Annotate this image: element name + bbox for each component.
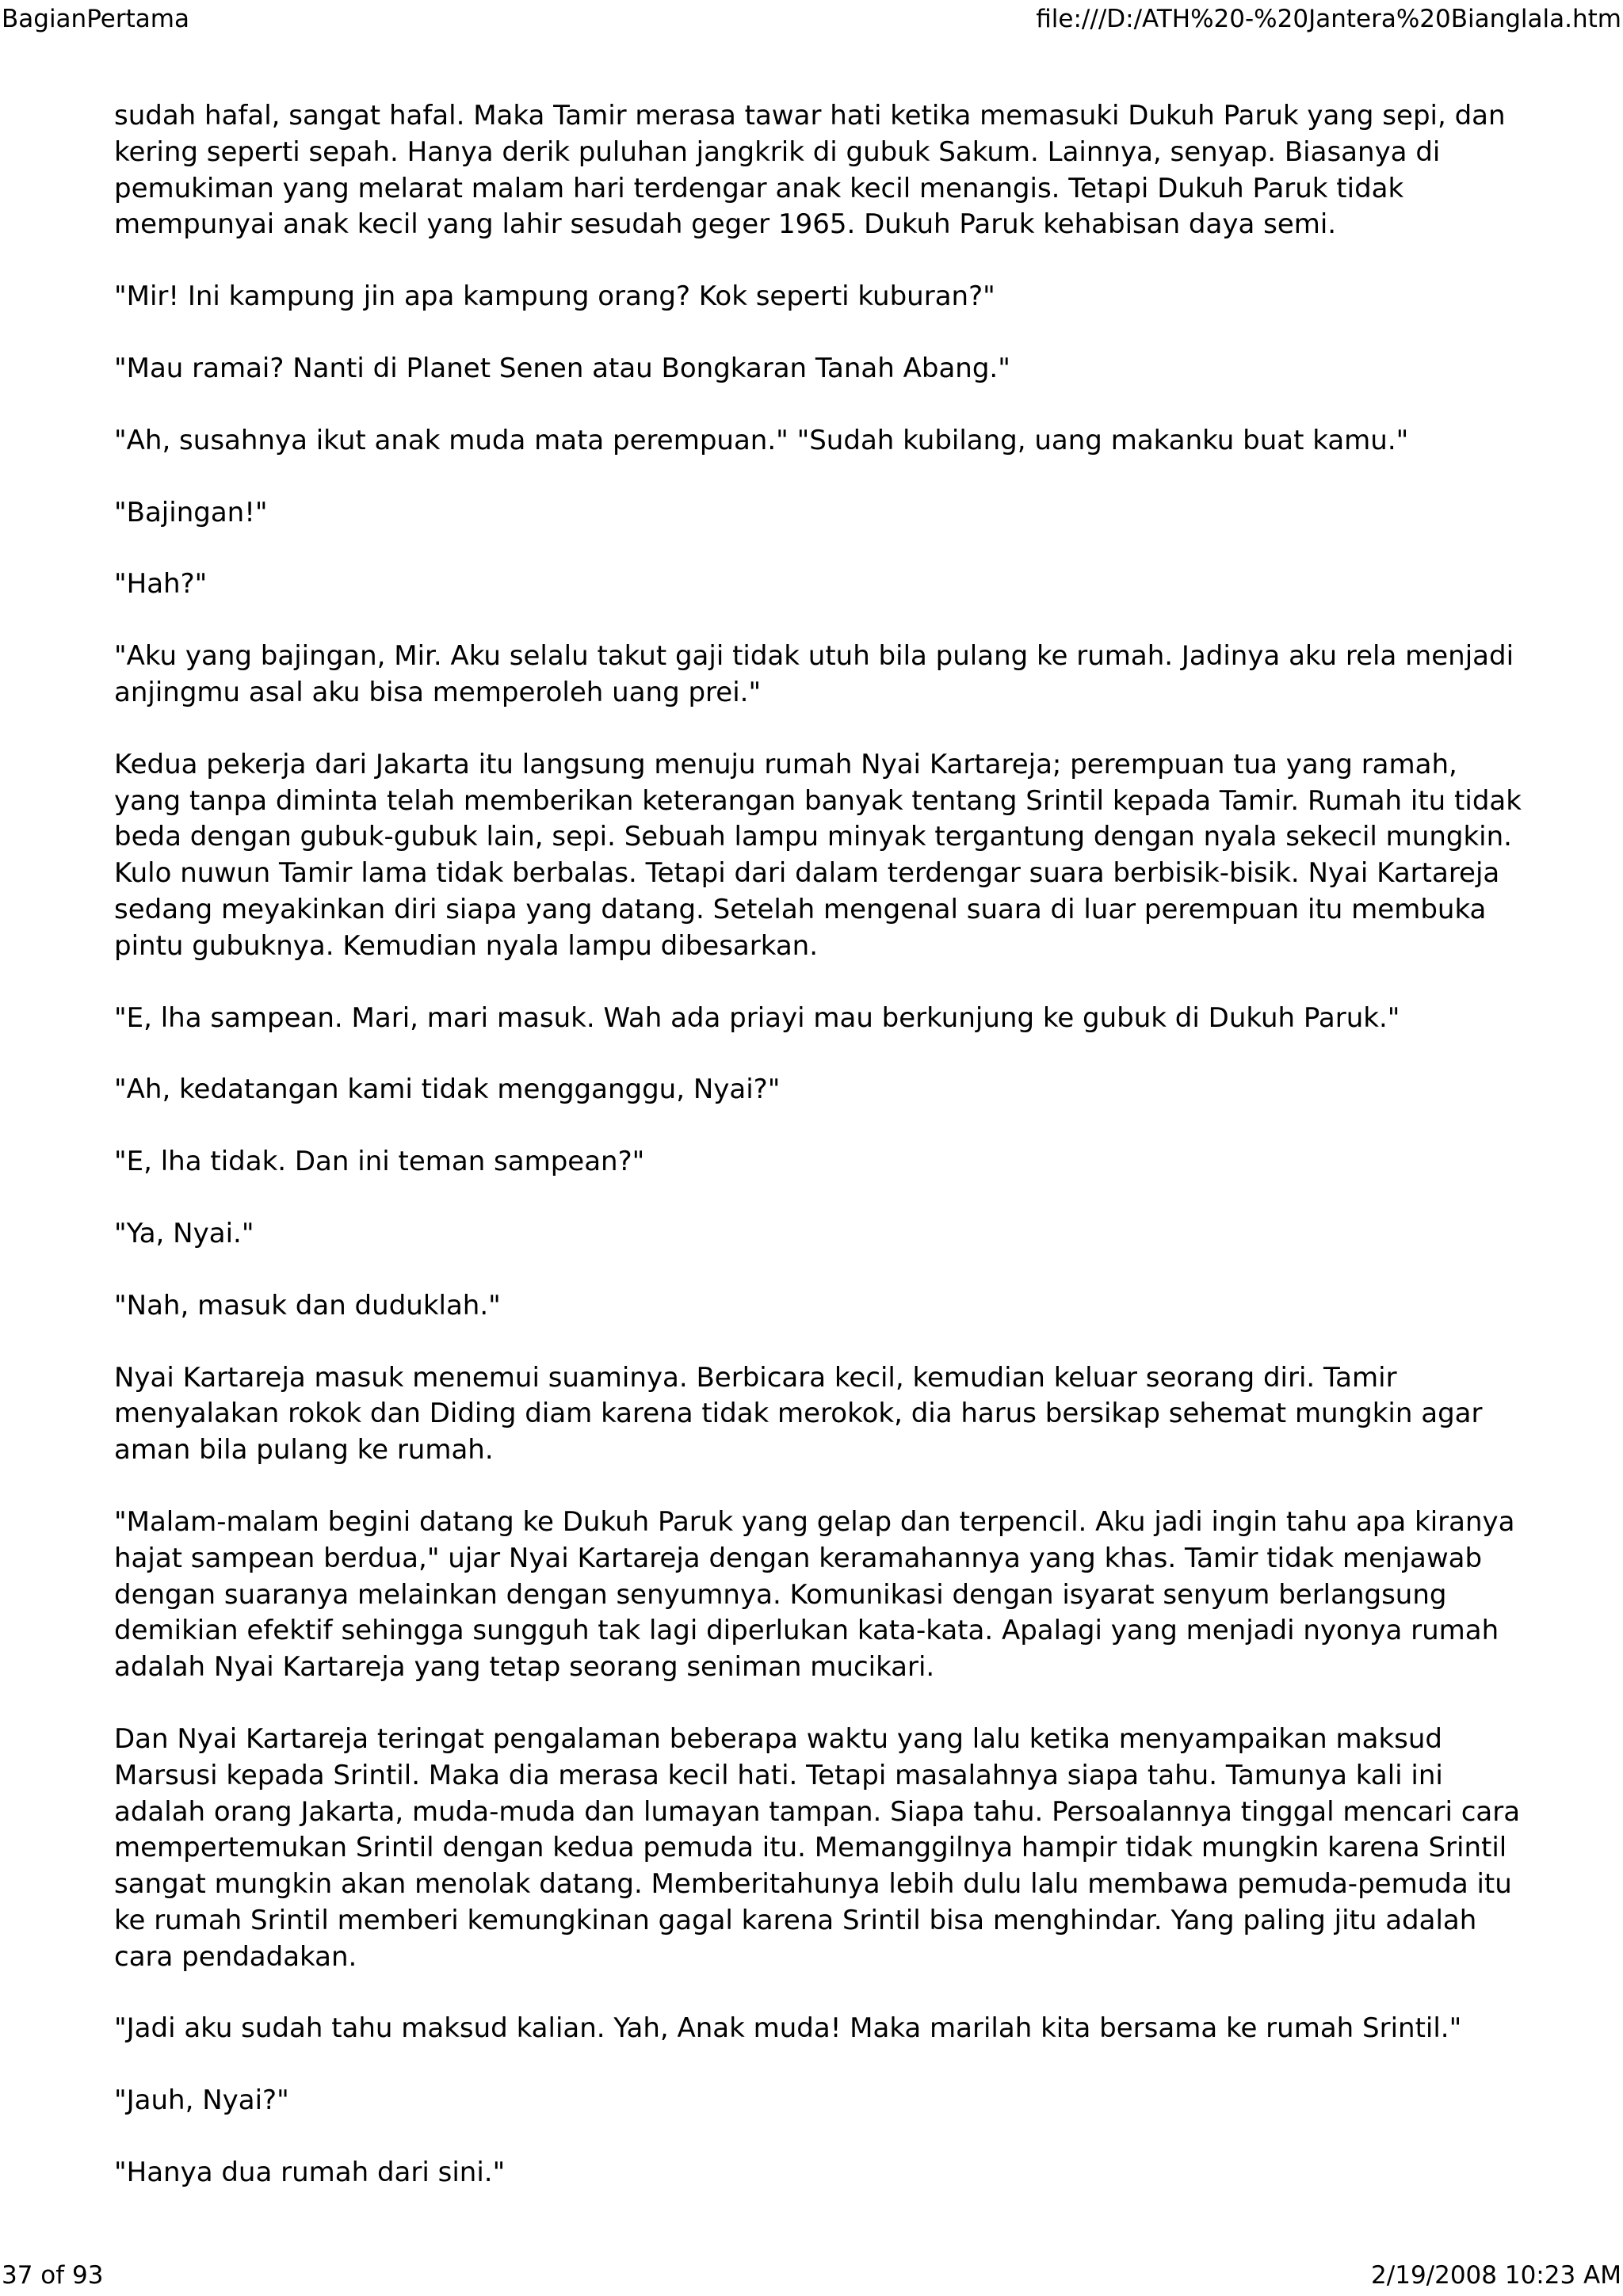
paragraph: "Mir! Ini kampung jin apa kampung orang? Kok seperti kuburan?" [114, 280, 995, 313]
paragraph: "Hah?" [114, 568, 208, 601]
paragraph: Kedua pekerja dari Jakarta itu langsung menuju rumah Nyai Kartareja; perempuan tua yang ramah, yang tanpa diminta telah memberikan keterangan banyak tentang Srintil kepada Tamir. Rumah itu tidak beda dengan gubuk-gubuk lain, sepi. Sebuah lampu minyak tergantung dengan nyala sekecil mungkin. Kulo nuwun Tamir lama tidak berbalas. Tetapi dari dalam terdengar suara berbisik-bisik. Nyai Kartareja sedang meyakinkan diri siapa yang datang. Setelah mengenal suara di luar perempuan itu membuka pintu gubuknya. Kemudian nyala lampu dibesarkan. [114, 748, 1522, 962]
paragraph: "Bajingan!" [114, 496, 268, 528]
document-title: BagianPertama [2, 5, 189, 33]
paragraph: "Aku yang bajingan, Mir. Aku selalu takut gaji tidak utuh bila pulang ke rumah. Jadinya aku rela menjadi anjingmu asal aku bisa memperoleh uang prei." [114, 640, 1514, 708]
document-url: file:///D:/ATH%20-%20Jantera%20Bianglala.htm [1036, 5, 1621, 33]
paragraph: "Mau ramai? Nanti di Planet Senen atau Bongkaran Tanah Abang." [114, 352, 1010, 384]
paragraph: "Ah, susahnya ikut anak muda mata perempuan." "Sudah kubilang, uang makanku buat kamu." [114, 424, 1409, 456]
page-number: 37 of 93 [2, 2261, 104, 2290]
paragraph: "Malam-malam begini datang ke Dukuh Paruk yang gelap dan terpencil. Aku jadi ingin tahu apa kiranya hajat sampean berdua," ujar Nyai Kartareja dengan keramahannya yang khas. Tamir tidak menjawab dengan suaranya melainkan dengan senyumnya. Komunikasi dengan isyarat senyum berlangsung demikian efektif sehingga sungguh tak lagi diperlukan kata-kata. Apalagi yang menjadi nyonya rumah adalah Nyai Kartareja yang tetap seorang seniman mucikari. [114, 1505, 1515, 1684]
paragraph: "Ah, kedatangan kami tidak mengganggu, Nyai?" [114, 1074, 781, 1106]
paragraph: "Jauh, Nyai?" [114, 2084, 289, 2117]
paragraph: "Nah, masuk dan duduklah." [114, 1289, 501, 1322]
print-header [0, 0, 1623, 38]
print-footer [0, 2256, 1623, 2296]
print-timestamp: 2/19/2008 10:23 AM [1371, 2261, 1621, 2290]
paragraph: "Hanya dua rumah dari sini." [114, 2157, 506, 2189]
paragraph: "Ya, Nyai." [114, 1217, 254, 1249]
paragraph: sudah hafal, sangat hafal. Maka Tamir merasa tawar hati ketika memasuki Dukuh Paruk yang sepi, dan kering seperti sepah. Hanya derik puluhan jangkrik di gubuk Sakum. Lainnya, senyap. Biasanya di pemukiman yang melarat malam hari terdengar anak kecil menangis. Tetapi Dukuh Paruk tidak mempunyai anak kecil yang lahir sesudah geger 1965. Dukuh Paruk kehabisan daya semi. [114, 100, 1506, 241]
paragraph: Nyai Kartareja masuk menemui suaminya. Berbicara kecil, kemudian keluar seorang diri. Tamir menyalakan rokok dan Diding diam karena tidak merokok, dia harus bersikap sehemat mungkin agar aman bila pulang ke rumah. [114, 1361, 1483, 1466]
paragraph: Dan Nyai Kartareja teringat pengalaman beberapa waktu yang lalu ketika menyampaikan maksud Marsusi kepada Srintil. Maka dia merasa kecil hati. Tetapi masalahnya siapa tahu. Tamunya kali ini adalah orang Jakarta, muda-muda dan lumayan tampan. Siapa tahu. Persoalannya tinggal mencari cara mempertemukan Srintil dengan kedua pemuda itu. Memanggilnya hampir tidak mungkin karena Srintil sangat mungkin akan menolak datang. Memberitahunya lebih dulu lalu membawa pemuda-pemuda itu ke rumah Srintil memberi kemungkinan gagal karena Srintil bisa menghindar. Yang paling jitu adalah cara pendadakan. [114, 1722, 1521, 1973]
paragraph: "E, lha tidak. Dan ini teman sampean?" [114, 1146, 645, 1178]
paragraph: "Jadi aku sudah tahu maksud kalian. Yah, Anak muda! Maka marilah kita bersama ke rumah Srintil." [114, 2012, 1462, 2045]
paragraph: "E, lha sampean. Mari, mari masuk. Wah ada priayi mau berkunjung ke gubuk di Dukuh Paruk." [114, 1001, 1400, 1034]
page-body [114, 98, 1525, 2227]
